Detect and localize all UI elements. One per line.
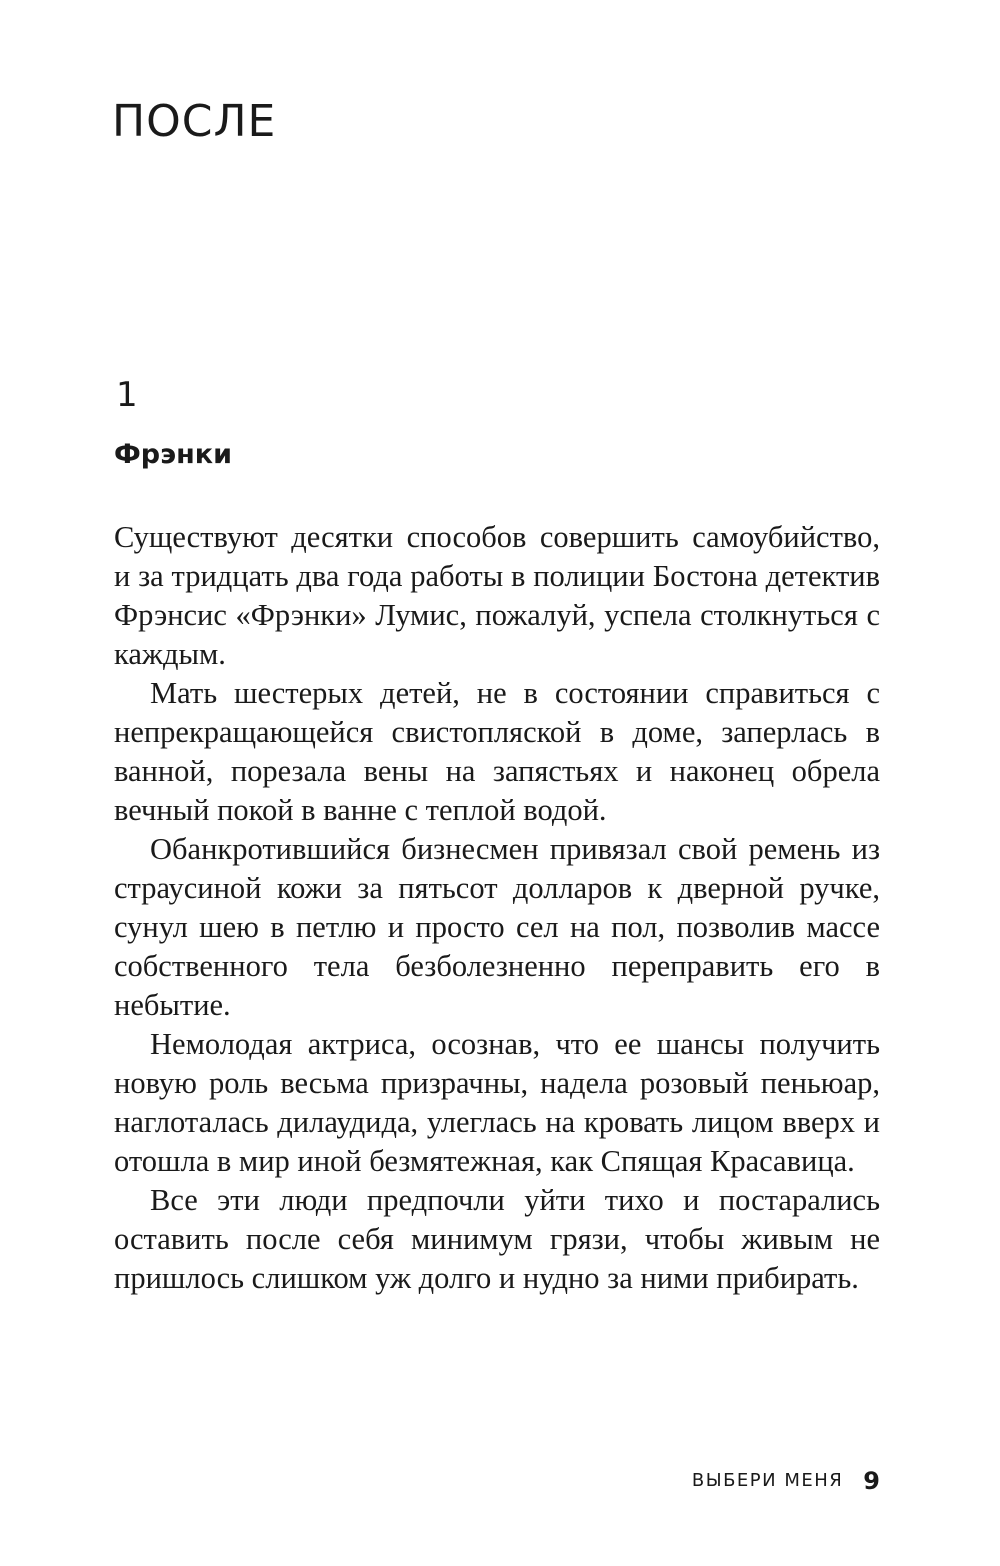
body-text: [114, 518, 880, 1298]
paragraph-2: Мать шестерых детей, не в состоянии справиться с непрекращающейся свистопляской в доме, заперлась в ванной, порезала вены на запястьях и наконец обрела вечный покой в ванне с теплой водой.: [114, 676, 880, 827]
paragraph-5: Все эти люди предпочли уйти тихо и постарались оставить после себя минимум грязи, чтобы живым не пришлось слишком уж долго и нудно за ними прибирать.: [114, 1183, 880, 1295]
footer-book-title: ВЫБЕРИ МЕНЯ: [691, 1470, 844, 1491]
paragraph-1: Существуют десятки способов совершить самоубийство, и за тридцать два года работы в полиции Бостона детектив Фрэнсис «Фрэнки» Лумис, пожалуй, успела столкнуться с каждым.: [114, 520, 880, 671]
chapter-number: 1: [116, 375, 138, 415]
chapter-name: Фрэнки: [114, 439, 233, 470]
page-number: 9: [863, 1467, 880, 1495]
running-footer: [0, 1469, 880, 1493]
paragraph-3: Обанкротившийся бизнесмен привязал свой ремень из страусиной кожи за пятьсот долларов к дверной ручке, сунул шею в петлю и просто сел на пол, позволив массе собственного тела безболезненно переправить его в небытие.: [114, 832, 880, 1022]
paragraph-4: Немолодая актриса, осознав, что ее шансы получить новую роль весьма призрачны, надела розовый пеньюар, наглоталась дилаудида, улеглась на кровать лицом вверх и отошла в мир иной безмятежная, как Спящая Красавица.: [114, 1027, 880, 1178]
part-title: ПОСЛЕ: [112, 96, 277, 147]
